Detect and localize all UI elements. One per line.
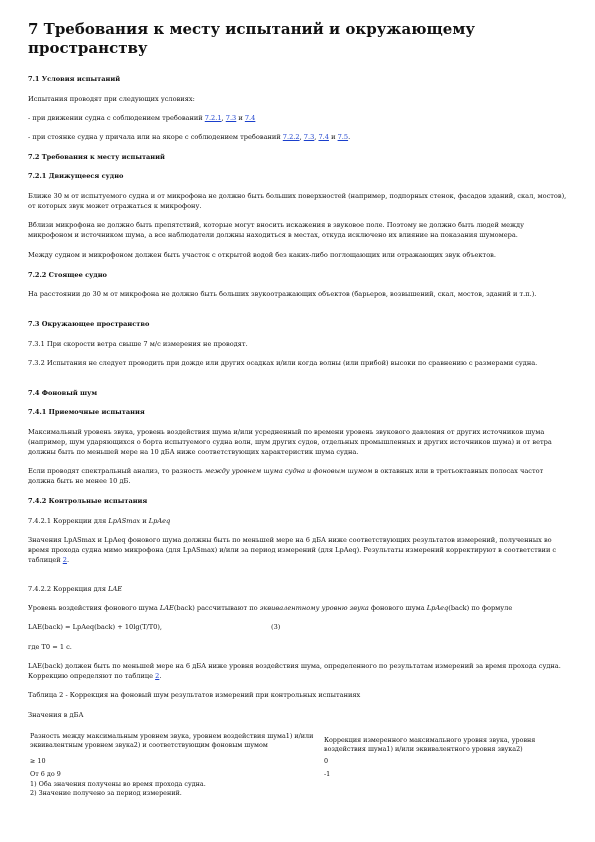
correction-table bbox=[28, 732, 560, 797]
document-body bbox=[28, 0, 570, 842]
heading-7-4-2-2 bbox=[28, 584, 570, 594]
paragraph-7-4-2-2-b: LAE(back) должен быть по меньшей мере на 6 дБА ниже уровня воздействия шума, определенного по результатам измерений за время прохода судна. Коррекцию определяют по таблице 2. bbox=[28, 662, 561, 680]
text-run: Значения LpASmax и LpAeq фонового шума должны быть по меньшей мере на 6 дБА ниже соответствующих результатов измерений, полученных во время прохода судна мимо микрофона (для LpASmax) и/или за период измерений (для LpAeq). Результаты измерений корректируют в соответствии с таблицей bbox=[28, 536, 557, 564]
heading-7-2: 7.2 Требования к месту испытаний bbox=[28, 153, 165, 161]
heading-7-3: 7.3 Окружающее пространство bbox=[28, 320, 150, 328]
table-note-row bbox=[28, 778, 560, 789]
text-run: 7.4.2.2 Коррекция для bbox=[28, 585, 109, 593]
italic-run: между уровнем шума судна и фоновым шумом bbox=[204, 467, 373, 475]
table-cell: 0 bbox=[324, 757, 329, 765]
paragraph-7-4-1-a: Максимальный уровень звука, уровень воздействия шума и/или усредненный по времени уровень звукового давления от других источников шума (например, шум ударяющихся о борта испытуемого судна волн, шум других судов, отдельных промышленных и других источников шума) и от ветра должны быть по меньшей мере на 10 дБА ниже соответствующих характеристик шума судна. bbox=[28, 428, 552, 456]
table-cell: От 6 до 9 bbox=[30, 769, 61, 778]
link-7-2-1[interactable]: 7.2.1 bbox=[204, 114, 222, 122]
heading-7-4: 7.4 Фоновый шум bbox=[28, 389, 98, 397]
text-run: LAE(back) должен быть по меньшей мере на 6 дБА ниже уровня воздействия шума, определенного по результатам измерений за время прохода судна. Коррекцию определяют по таблице bbox=[28, 662, 561, 680]
separator: и bbox=[236, 114, 245, 122]
paragraph-7-3-2: 7.3.2 Испытания не следует проводить при дожде или других осадках и/или когда волны (или прибой) высоки по сравнению с размерами судна. bbox=[28, 359, 538, 367]
text-run: фонового шума bbox=[368, 604, 427, 612]
table-header-cell: Разность между максимальным уровнем звука, уровнем воздействия шума1) и/или эквивалентным уровнем звука2) и соответствующим фоновым шумом bbox=[30, 732, 314, 749]
table-header-cell: Коррекция измеренного максимального уровня звука, уровня воздействия шума1) и/или эквивалентного уровня звука2) bbox=[324, 736, 536, 753]
paragraph-7-2-2: На расстоянии до 30 м от микрофона не должно быть больших звукоотражающих объектов (барьеров, возвышений, скал, мостов, зданий и т.п.). bbox=[28, 290, 537, 298]
formula-3 bbox=[28, 622, 570, 632]
heading-7-1: 7.1 Условия испытаний bbox=[28, 75, 121, 83]
link-7-4[interactable]: 7.4 bbox=[318, 133, 329, 141]
text-run: в октавных или в третьоктавных полосах частот должна быть не менее 10 дБ. bbox=[28, 467, 544, 485]
paragraph-7-2-1-c: Между судном и микрофоном должен быть участок с открытой водой без каких-либо поглощающих или отражающих звук объектов. bbox=[28, 251, 496, 259]
formula-number: (3) bbox=[271, 623, 281, 631]
link-7-2-2[interactable]: 7.2.2 bbox=[282, 133, 300, 141]
table-cell: -1 bbox=[324, 769, 331, 778]
section-title: 7 Требования к месту испытаний и окружающему пространству bbox=[28, 20, 475, 57]
paragraph-7-2-1-a: Ближе 30 м от испытуемого судна и от микрофона не должно быть больших поверхностей (например, подпорных стенок, фасадов зданий, скал, мостов), от которых звук может отражаться к микрофону. bbox=[28, 192, 567, 210]
heading-7-4-1: 7.4.1 Приемочные испытания bbox=[28, 408, 145, 416]
table-note: 2) Значение получено за период измерений. bbox=[30, 788, 182, 797]
separator: . bbox=[348, 133, 351, 141]
paragraph-7-2-1-b: Вблизи микрофона не должно быть препятствий, которые могут вносить искажения в звуковое поле. Поэтому не должно быть людей между микрофоном и источником шума, а все наблюдатели должны находиться в местах, откуда исключено их влияние на показания шумомера. bbox=[28, 221, 524, 239]
paragraph-7-4-2-1: Значения LpASmax и LpAeq фонового шума должны быть по меньшей мере на 6 дБА ниже соответствующих результатов измерений, полученных во время прохода судна мимо микрофона (для LpASmax) и/или за период измерений (для LpAeq). Результаты измерений корректируют в соответствии с таблицей 2. bbox=[28, 536, 557, 564]
table-cell: ≥ 10 bbox=[30, 757, 46, 765]
list-item-standing bbox=[28, 132, 570, 142]
list-item-moving bbox=[28, 113, 570, 123]
heading-7-2-1: 7.2.1 Движущееся судно bbox=[28, 172, 124, 180]
paragraph-7-4-1-b bbox=[28, 466, 570, 486]
table-row bbox=[28, 753, 560, 766]
table-row bbox=[28, 766, 560, 779]
list-item-text: - при движении судна с соблюдением требований bbox=[28, 114, 205, 122]
formula-where: где T0 = 1 с. bbox=[28, 643, 72, 651]
text-run: 7.4.2.1 Коррекции для bbox=[28, 517, 109, 525]
text-run: (back) рассчитывают по bbox=[173, 604, 260, 612]
text-run: Если проводят спектральный анализ, то разность bbox=[28, 467, 205, 475]
list-item-text: - при стоянке судна у причала или на якоре с соблюдением требований bbox=[28, 133, 283, 141]
link-table-2[interactable]: 2 bbox=[155, 672, 160, 680]
italic-run: LAE bbox=[159, 604, 174, 612]
italic-run: LAE bbox=[108, 585, 123, 593]
text-run: (back) по формуле bbox=[448, 604, 513, 612]
formula-text: LAE(back) = LpAeq(back) + 10lg(T/T0), bbox=[28, 623, 163, 631]
link-table-2[interactable]: 2 bbox=[62, 556, 67, 564]
text-run: и bbox=[140, 517, 149, 525]
table-note-row bbox=[28, 789, 560, 798]
table-units: Значения в дБА bbox=[28, 711, 84, 719]
table-caption: Таблица 2 - Коррекция на фоновый шум результатов измерений при контрольных испытаниях bbox=[28, 691, 361, 699]
paragraph-7-1-intro: Испытания проводят при следующих условиях: bbox=[28, 95, 195, 103]
italic-run: эквивалентному уровню звука bbox=[259, 604, 369, 612]
text-run: Уровень воздействия фонового шума bbox=[28, 604, 160, 612]
heading-7-2-2: 7.2.2 Стоящее судно bbox=[28, 271, 107, 279]
italic-run: LpASmax bbox=[108, 517, 141, 525]
paragraph-7-4-2-2 bbox=[28, 603, 570, 613]
heading-7-4-2-1 bbox=[28, 516, 570, 526]
link-7-4[interactable]: 7.4 bbox=[244, 114, 256, 122]
link-7-5[interactable]: 7.5 bbox=[337, 133, 349, 141]
separator: , bbox=[314, 133, 319, 141]
italic-run: LpAeq bbox=[148, 517, 171, 525]
table-note: 1) Оба значения получены во время прохода судна. bbox=[30, 780, 206, 788]
link-7-3[interactable]: 7.3 bbox=[303, 133, 315, 141]
separator: и bbox=[328, 133, 338, 141]
heading-7-4-2: 7.4.2 Контрольные испытания bbox=[28, 497, 148, 505]
separator: , bbox=[299, 133, 304, 141]
italic-run: LpAeq bbox=[426, 604, 449, 612]
table-header-row bbox=[28, 732, 560, 753]
link-7-3[interactable]: 7.3 bbox=[225, 114, 237, 122]
paragraph-7-3-1: 7.3.1 При скорости ветра свыше 7 м/с измерения не проводят. bbox=[28, 340, 248, 348]
separator: , bbox=[221, 114, 226, 122]
